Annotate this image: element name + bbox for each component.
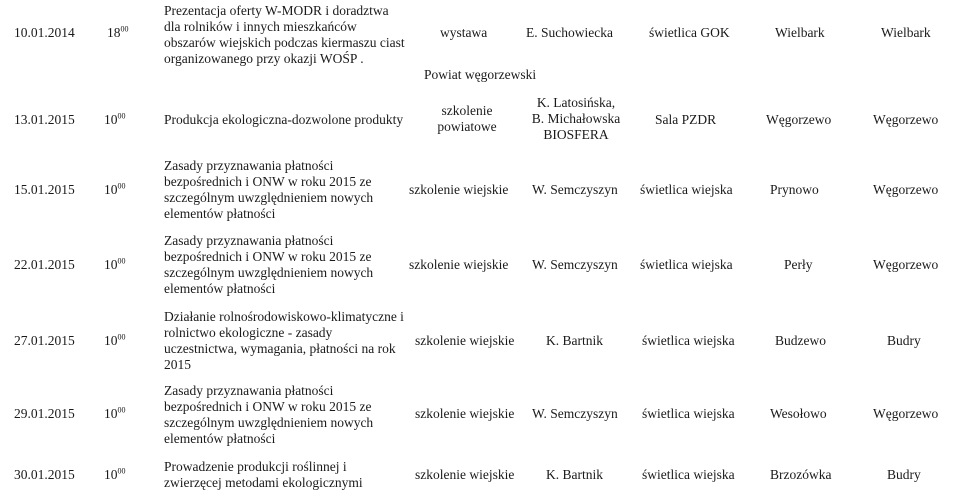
row-form: szkolenie powiatowe bbox=[437, 103, 497, 134]
row-person: K. Bartnik bbox=[546, 467, 603, 482]
row-commune: Wielbark bbox=[881, 25, 931, 40]
row-topic: Zasady przyznawania płatności bezpośrednich i ONW w roku 2015 ze szczególnym uwzględnieniem nowych elementów płatności bbox=[164, 233, 374, 296]
row-date: 29.01.2015 bbox=[14, 406, 75, 421]
row-topic: Zasady przyznawania płatności bezpośrednich i ONW w roku 2015 ze szczególnym uwzględnieniem nowych elementów płatności bbox=[164, 383, 374, 446]
row-commune: Węgorzewo bbox=[873, 182, 939, 197]
row-place: świetlica wiejska bbox=[642, 406, 735, 421]
row-topic: Produkcja ekologiczna-dozwolone produkty bbox=[164, 112, 404, 127]
row-place: świetlica wiejska bbox=[640, 182, 733, 197]
row-commune: Węgorzewo bbox=[873, 257, 939, 272]
row-time: $18^{00}$ bbox=[107, 24, 129, 40]
row-time: $10^{00}$ bbox=[104, 405, 126, 421]
row-place: świetlica GOK bbox=[649, 25, 730, 40]
row-commune: Węgorzewo bbox=[873, 112, 939, 127]
row-form: wystawa bbox=[440, 25, 488, 40]
row-form: szkolenie wiejskie bbox=[409, 182, 509, 197]
row-place: świetlica wiejska bbox=[642, 467, 735, 482]
row-person: W. Semczyszyn bbox=[532, 257, 618, 272]
row-locality: Budzewo bbox=[775, 333, 826, 348]
row-person: K. Bartnik bbox=[546, 333, 603, 348]
row-locality: Prynowo bbox=[770, 182, 819, 197]
row-time: $10^{00}$ bbox=[104, 111, 126, 127]
row-form: szkolenie wiejskie bbox=[409, 257, 509, 272]
row-date: 27.01.2015 bbox=[14, 333, 75, 348]
row-locality: Węgorzewo bbox=[766, 112, 832, 127]
row-form: szkolenie wiejskie bbox=[415, 467, 515, 482]
row-time: $10^{00}$ bbox=[104, 256, 126, 272]
row-time: $10^{00}$ bbox=[104, 181, 126, 197]
row-place: świetlica wiejska bbox=[642, 333, 735, 348]
row-form: szkolenie wiejskie bbox=[415, 406, 515, 421]
row-topic: Prezentacja oferty W-MODR i doradztwa dla rolników i innych mieszkańców obszarów wiejskich podczas kiermaszu ciast organizowanego przy okazji WOŚP . bbox=[164, 3, 405, 66]
row-locality: Brzozówka bbox=[770, 467, 832, 482]
row-commune: Budry bbox=[887, 333, 921, 348]
row-person: W. Semczyszyn bbox=[532, 182, 618, 197]
row-locality: Perły bbox=[784, 257, 813, 272]
row-locality: Wesołowo bbox=[770, 406, 827, 421]
row-topic: Zasady przyznawania płatności bezpośrednich i ONW w roku 2015 ze szczególnym uwzględnieniem nowych elementów płatności bbox=[164, 158, 374, 221]
row-date: 10.01.2014 bbox=[14, 25, 75, 40]
row-person: W. Semczyszyn bbox=[532, 406, 618, 421]
section-header: Powiat węgorzewski bbox=[424, 67, 537, 82]
row-topic: Działanie rolnośrodowiskowo-klimatyczne i rolnictwo ekologiczne - zasady uczestnictwa, wymagania, płatności na rok 2015 bbox=[164, 309, 404, 372]
row-topic: Prowadzenie produkcji roślinnej i zwierzęcej metodami ekologicznymi bbox=[164, 459, 363, 490]
row-date: 13.01.2015 bbox=[14, 112, 75, 127]
row-commune: Budry bbox=[887, 467, 921, 482]
row-time: $10^{00}$ bbox=[104, 332, 126, 348]
row-person: K. Latosińska, B. Michałowska BIOSFERA bbox=[531, 95, 621, 142]
row-date: 15.01.2015 bbox=[14, 182, 75, 197]
row-place: Sala PZDR bbox=[655, 112, 717, 127]
row-person: E. Suchowiecka bbox=[526, 25, 613, 40]
row-form: szkolenie wiejskie bbox=[415, 333, 515, 348]
row-locality: Wielbark bbox=[775, 25, 825, 40]
row-place: świetlica wiejska bbox=[640, 257, 733, 272]
row-time: $10^{00}$ bbox=[104, 466, 126, 482]
row-date: 22.01.2015 bbox=[14, 257, 75, 272]
row-commune: Węgorzewo bbox=[873, 406, 939, 421]
row-date: 30.01.2015 bbox=[14, 467, 75, 482]
